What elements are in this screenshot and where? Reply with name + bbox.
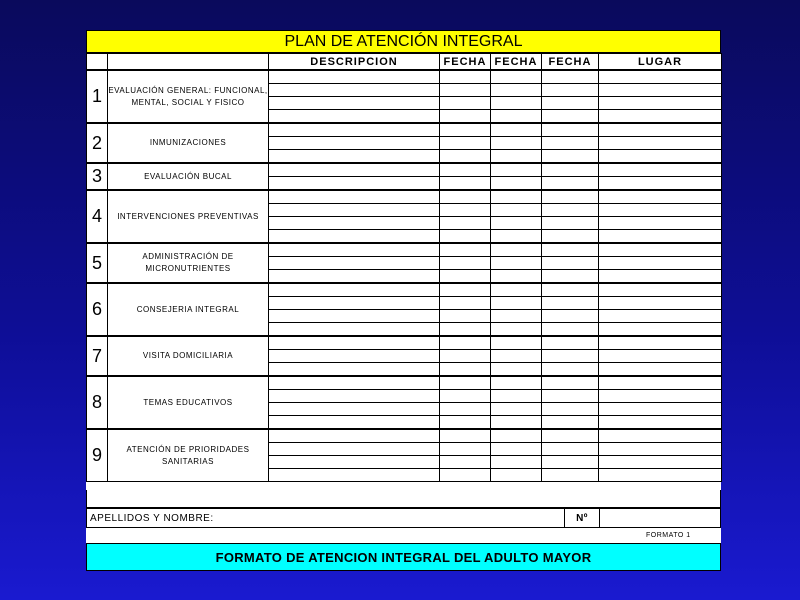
fecha-1-cell[interactable] (440, 297, 491, 310)
fecha-3-cell[interactable] (542, 363, 599, 377)
descripcion-cell[interactable] (269, 416, 440, 430)
descripcion-cell[interactable] (269, 310, 440, 323)
fecha-1-cell[interactable] (440, 376, 491, 390)
fecha-3-cell[interactable] (542, 323, 599, 337)
header-fecha-2: FECHA (491, 54, 542, 71)
fecha-2-cell[interactable] (491, 137, 542, 150)
fecha-3-cell[interactable] (542, 270, 599, 284)
descripcion-cell[interactable] (269, 177, 440, 191)
lugar-cell[interactable] (599, 204, 722, 217)
descripcion-cell[interactable] (269, 97, 440, 110)
fecha-3-cell[interactable] (542, 177, 599, 191)
fecha-3-cell[interactable] (542, 150, 599, 164)
section-number: 8 (87, 376, 108, 429)
fecha-2-cell[interactable] (491, 177, 542, 191)
fecha-2-cell[interactable] (491, 310, 542, 323)
descripcion-cell[interactable] (269, 257, 440, 270)
descripcion-cell[interactable] (269, 443, 440, 456)
fecha-1-cell[interactable] (440, 390, 491, 403)
lugar-cell[interactable] (599, 150, 722, 164)
lugar-cell[interactable] (599, 84, 722, 97)
fecha-2-cell[interactable] (491, 163, 542, 177)
fecha-2-cell[interactable] (491, 350, 542, 363)
number-field-label: Nº (565, 509, 600, 527)
lugar-cell[interactable] (599, 257, 722, 270)
lugar-cell[interactable] (599, 390, 722, 403)
fecha-3-cell[interactable] (542, 403, 599, 416)
number-field-value[interactable] (600, 509, 720, 527)
descripcion-cell[interactable] (269, 336, 440, 350)
fecha-2-cell[interactable] (491, 376, 542, 390)
fecha-1-cell[interactable] (440, 84, 491, 97)
lugar-cell[interactable] (599, 376, 722, 390)
lugar-cell[interactable] (599, 177, 722, 191)
lugar-cell[interactable] (599, 243, 722, 257)
section-number: 9 (87, 429, 108, 482)
section-label: TEMAS EDUCATIVOS (108, 376, 269, 429)
fecha-2-cell[interactable] (491, 257, 542, 270)
descripcion-cell[interactable] (269, 429, 440, 443)
descripcion-cell[interactable] (269, 110, 440, 124)
descripcion-cell[interactable] (269, 123, 440, 137)
lugar-cell[interactable] (599, 70, 722, 84)
lugar-cell[interactable] (599, 310, 722, 323)
fecha-3-cell[interactable] (542, 429, 599, 443)
fecha-3-cell[interactable] (542, 204, 599, 217)
fecha-1-cell[interactable] (440, 230, 491, 244)
descripcion-cell[interactable] (269, 84, 440, 97)
fecha-3-cell[interactable] (542, 163, 599, 177)
section-number: 6 (87, 283, 108, 336)
fecha-3-cell[interactable] (542, 297, 599, 310)
descripcion-cell[interactable] (269, 297, 440, 310)
fecha-1-cell[interactable] (440, 97, 491, 110)
section-1-row (87, 70, 722, 84)
section-2-row (87, 123, 722, 137)
fecha-2-cell[interactable] (491, 429, 542, 443)
lugar-cell[interactable] (599, 270, 722, 284)
fecha-1-cell[interactable] (440, 150, 491, 164)
section-number: 3 (87, 163, 108, 190)
fecha-2-cell[interactable] (491, 403, 542, 416)
fecha-1-cell[interactable] (440, 177, 491, 191)
fecha-1-cell[interactable] (440, 403, 491, 416)
fecha-2-cell[interactable] (491, 243, 542, 257)
fecha-3-cell[interactable] (542, 376, 599, 390)
footer-title: FORMATO DE ATENCION INTEGRAL DEL ADULTO MAYOR (86, 543, 721, 571)
formato-tag: FORMATO 1 (646, 532, 691, 539)
fecha-1-cell[interactable] (440, 110, 491, 124)
lugar-cell[interactable] (599, 336, 722, 350)
fecha-2-cell[interactable] (491, 123, 542, 137)
descripcion-cell[interactable] (269, 270, 440, 284)
lugar-cell[interactable] (599, 97, 722, 110)
fecha-1-cell[interactable] (440, 70, 491, 84)
header-lugar: LUGAR (599, 54, 722, 71)
section-label: ATENCIÓN DE PRIORIDADES SANITARIAS (108, 429, 269, 482)
lugar-cell[interactable] (599, 230, 722, 244)
fecha-2-cell[interactable] (491, 150, 542, 164)
fecha-1-cell[interactable] (440, 204, 491, 217)
name-field-label: APELLIDOS Y NOMBRE: (87, 509, 565, 527)
section-label: ADMINISTRACIÓN DE MICRONUTRIENTES (108, 243, 269, 283)
fecha-3-cell[interactable] (542, 310, 599, 323)
header-number (87, 54, 108, 71)
lugar-cell[interactable] (599, 456, 722, 469)
fecha-3-cell[interactable] (542, 283, 599, 297)
fecha-1-cell[interactable] (440, 310, 491, 323)
fecha-1-cell[interactable] (440, 363, 491, 377)
descripcion-cell[interactable] (269, 390, 440, 403)
fecha-3-cell[interactable] (542, 469, 599, 482)
fecha-3-cell[interactable] (542, 217, 599, 230)
fecha-1-cell[interactable] (440, 456, 491, 469)
fecha-3-cell[interactable] (542, 456, 599, 469)
lugar-cell[interactable] (599, 443, 722, 456)
fecha-1-cell[interactable] (440, 469, 491, 482)
fecha-3-cell[interactable] (542, 336, 599, 350)
fecha-1-cell[interactable] (440, 323, 491, 337)
fecha-2-cell[interactable] (491, 297, 542, 310)
fecha-2-cell[interactable] (491, 84, 542, 97)
header-descripcion: DESCRIPCION (269, 54, 440, 71)
fecha-2-cell[interactable] (491, 283, 542, 297)
descripcion-cell[interactable] (269, 230, 440, 244)
descripcion-cell[interactable] (269, 283, 440, 297)
descripcion-cell[interactable] (269, 350, 440, 363)
lugar-cell[interactable] (599, 469, 722, 482)
section-number: 7 (87, 336, 108, 376)
section-label: INTERVENCIONES PREVENTIVAS (108, 190, 269, 243)
lugar-cell[interactable] (599, 163, 722, 177)
fecha-2-cell[interactable] (491, 363, 542, 377)
lugar-cell[interactable] (599, 190, 722, 204)
section-4-row (87, 190, 722, 204)
lugar-cell[interactable] (599, 350, 722, 363)
fecha-3-cell[interactable] (542, 257, 599, 270)
descripcion-cell[interactable] (269, 150, 440, 164)
fecha-3-cell[interactable] (542, 443, 599, 456)
fecha-2-cell[interactable] (491, 456, 542, 469)
plan-body (87, 70, 722, 482)
section-label: CONSEJERIA INTEGRAL (108, 283, 269, 336)
lugar-cell[interactable] (599, 323, 722, 337)
header-activity (108, 54, 269, 71)
fecha-3-cell[interactable] (542, 110, 599, 124)
descripcion-cell[interactable] (269, 163, 440, 177)
fecha-1-cell[interactable] (440, 257, 491, 270)
fecha-1-cell[interactable] (440, 443, 491, 456)
descripcion-cell[interactable] (269, 376, 440, 390)
descripcion-cell[interactable] (269, 190, 440, 204)
section-label: INMUNIZACIONES (108, 123, 269, 163)
fecha-1-cell[interactable] (440, 350, 491, 363)
fecha-1-cell[interactable] (440, 429, 491, 443)
fecha-3-cell[interactable] (542, 390, 599, 403)
descripcion-cell[interactable] (269, 204, 440, 217)
fecha-2-cell[interactable] (491, 70, 542, 84)
descripcion-cell[interactable] (269, 243, 440, 257)
section-label: VISITA DOMICILIARIA (108, 336, 269, 376)
fecha-2-cell[interactable] (491, 217, 542, 230)
name-row (86, 508, 721, 528)
fecha-3-cell[interactable] (542, 416, 599, 430)
descripcion-cell[interactable] (269, 403, 440, 416)
fecha-2-cell[interactable] (491, 443, 542, 456)
section-3-row (87, 163, 722, 177)
descripcion-cell[interactable] (269, 363, 440, 377)
lugar-cell[interactable] (599, 123, 722, 137)
fecha-1-cell[interactable] (440, 190, 491, 204)
fecha-1-cell[interactable] (440, 163, 491, 177)
section-6-row (87, 283, 722, 297)
descripcion-cell[interactable] (269, 217, 440, 230)
section-number: 2 (87, 123, 108, 163)
fecha-1-cell[interactable] (440, 123, 491, 137)
section-7-row (87, 336, 722, 350)
fecha-2-cell[interactable] (491, 390, 542, 403)
fecha-3-cell[interactable] (542, 97, 599, 110)
fecha-2-cell[interactable] (491, 97, 542, 110)
descripcion-cell[interactable] (269, 70, 440, 84)
fecha-3-cell[interactable] (542, 137, 599, 150)
fecha-3-cell[interactable] (542, 230, 599, 244)
section-9-row (87, 429, 722, 443)
plan-sheet (86, 30, 721, 571)
fecha-3-cell[interactable] (542, 190, 599, 204)
section-number: 4 (87, 190, 108, 243)
spacer-row (86, 490, 721, 508)
descripcion-cell[interactable] (269, 456, 440, 469)
descripcion-cell[interactable] (269, 137, 440, 150)
fecha-2-cell[interactable] (491, 469, 542, 482)
fecha-2-cell[interactable] (491, 110, 542, 124)
fecha-1-cell[interactable] (440, 336, 491, 350)
header-fecha-1: FECHA (440, 54, 491, 71)
header-row (87, 54, 722, 71)
fecha-1-cell[interactable] (440, 416, 491, 430)
fecha-2-cell[interactable] (491, 416, 542, 430)
descripcion-cell[interactable] (269, 469, 440, 482)
lugar-cell[interactable] (599, 416, 722, 430)
lugar-cell[interactable] (599, 363, 722, 377)
fecha-3-cell[interactable] (542, 350, 599, 363)
fecha-2-cell[interactable] (491, 204, 542, 217)
lugar-cell[interactable] (599, 297, 722, 310)
plan-table (86, 53, 722, 482)
section-5-row (87, 243, 722, 257)
lugar-cell[interactable] (599, 403, 722, 416)
section-8-row (87, 376, 722, 390)
lugar-cell[interactable] (599, 217, 722, 230)
section-label: EVALUACIÓN GENERAL: FUNCIONAL, MENTAL, SOCIAL Y FISICO (108, 70, 269, 123)
fecha-2-cell[interactable] (491, 336, 542, 350)
section-number: 1 (87, 70, 108, 123)
fecha-2-cell[interactable] (491, 323, 542, 337)
section-label: EVALUACIÓN BUCAL (108, 163, 269, 190)
fecha-1-cell[interactable] (440, 243, 491, 257)
fecha-1-cell[interactable] (440, 137, 491, 150)
fecha-1-cell[interactable] (440, 217, 491, 230)
lugar-cell[interactable] (599, 429, 722, 443)
fecha-3-cell[interactable] (542, 70, 599, 84)
fecha-1-cell[interactable] (440, 270, 491, 284)
lugar-cell[interactable] (599, 137, 722, 150)
descripcion-cell[interactable] (269, 323, 440, 337)
fecha-3-cell[interactable] (542, 84, 599, 97)
fecha-1-cell[interactable] (440, 283, 491, 297)
plan-title: PLAN DE ATENCIÓN INTEGRAL (86, 30, 721, 53)
lugar-cell[interactable] (599, 283, 722, 297)
fecha-3-cell[interactable] (542, 243, 599, 257)
header-fecha-3: FECHA (542, 54, 599, 71)
fecha-2-cell[interactable] (491, 270, 542, 284)
fecha-2-cell[interactable] (491, 190, 542, 204)
lugar-cell[interactable] (599, 110, 722, 124)
fecha-2-cell[interactable] (491, 230, 542, 244)
section-number: 5 (87, 243, 108, 283)
fecha-3-cell[interactable] (542, 123, 599, 137)
